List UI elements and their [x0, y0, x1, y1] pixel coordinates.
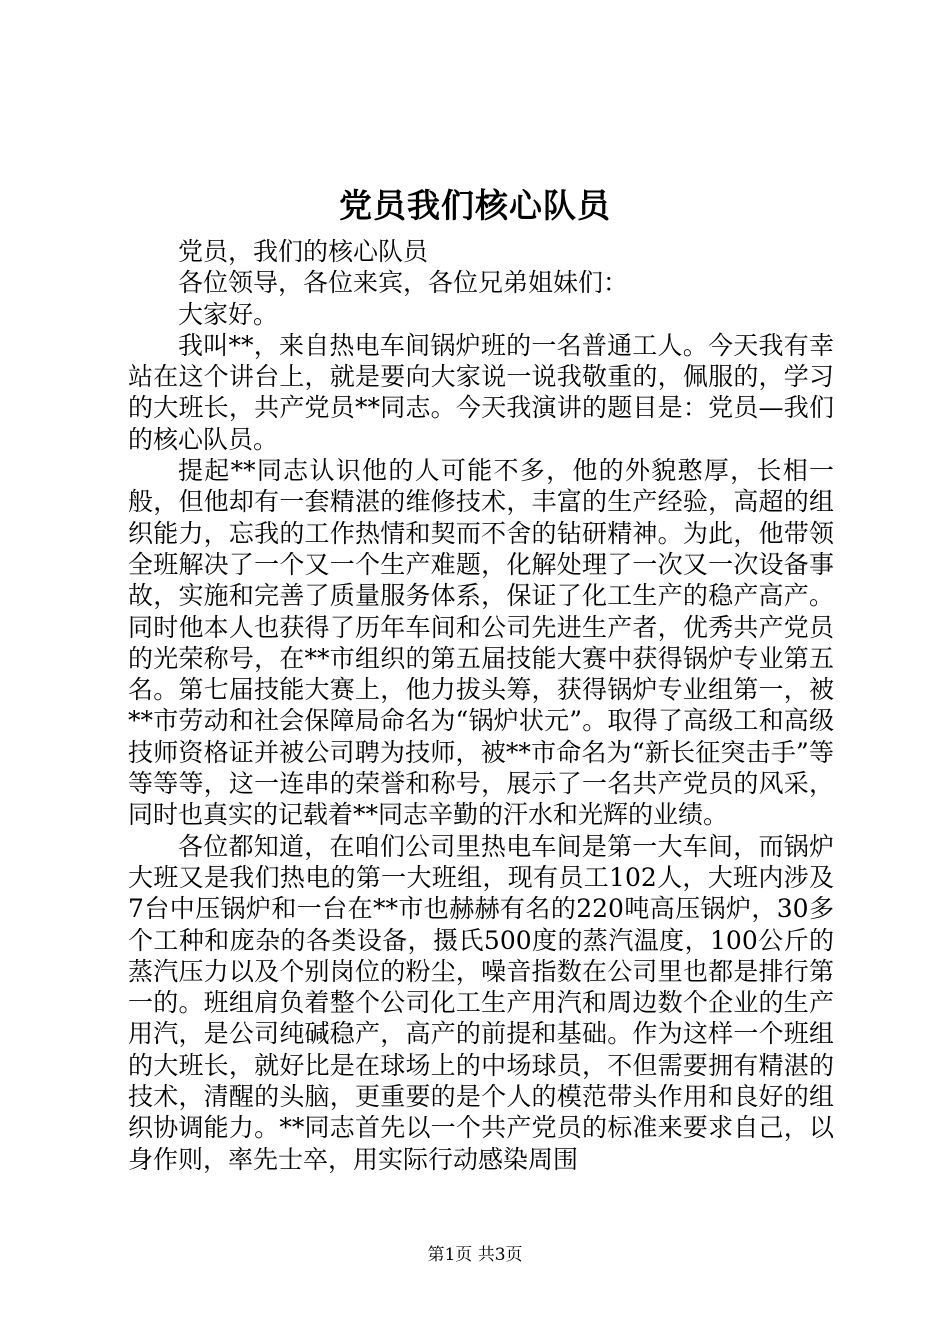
document-title: 党员我们核心队员 [339, 186, 611, 225]
paragraph-achievements: 提起**同志认识他的人可能不多，他的外貌憨厚，长相一般，但他却有一套精湛的维修技术，丰富的生产经验，高超的组织能力，忘我的工作热情和契而不舍的钻研精神。为此，他带领全班解决了一个又一个生产难题，化解处理了一次又一次设备事故，实施和完善了质量服务体系，保证了化工生产的稳产高产。同时他本人也获得了历年车间和公司先进生产者，优秀共产党员的光荣称号，在**市组织的第五届技能大赛中获得锅炉专业第五名。第七届技能大赛上，他力拔头筹，获得锅炉专业组第一，被**市劳动和社会保障局命名为“锅炉状元”。取得了高级工和高级技师资格证并被公司聘为技师，被**市命名为“新长征突击手”等等等等，这一连串的荣誉和称号，展示了一名共产党员的风采，同时也真实的记载着**同志辛勤的汗水和光辉的业绩。 [128, 456, 834, 830]
paragraph-hello: 大家好。 [178, 299, 279, 329]
paragraph-introduction: 我叫**，来自热电车间锅炉班的一名普通工人。今天我有幸站在这个讲台上，就是要向大家说一说我敬重的，佩服的，学习的大班长，共产党员**同志。今天我演讲的题目是：党员—我们的核心队员。 [128, 330, 834, 454]
document-body [128, 236, 834, 1175]
paragraph-subtitle: 党员，我们的核心队员 [178, 237, 429, 266]
paragraph-team-description: 各位都知道，在咱们公司里热电车间是第一大车间，而锅炉大班又是我们热电的第一大班组，现有员工102人，大班内涉及7台中压锅炉和一台在**市也赫赫有名的220吨高压锅炉，30多个工种和庞杂的各类设备，摄氏500度的蒸汽温度，100公斤的蒸汽压力以及个别岗位的粉尘，噪音指数在公司里也都是排行第一的。班组肩负着整个公司化工生产用汽和周边数个企业的生产用汽，是公司纯碱稳产，高产的前提和基础。作为这样一个班组的大班长，就好比是在球场上的中场球员，不但需要拥有精湛的技术，清醒的头脑，更重要的是个人的模范带头作用和良好的组织协调能力。**同志首先以一个共产党员的标准来要求自己，以身作则，率先士卒，用实际行动感染周围 [128, 831, 834, 1174]
page-number-footer: 第1页 共3页 [427, 1245, 523, 1265]
paragraph-greeting: 各位领导，各位来宾，各位兄弟姐妹们： [178, 268, 629, 298]
